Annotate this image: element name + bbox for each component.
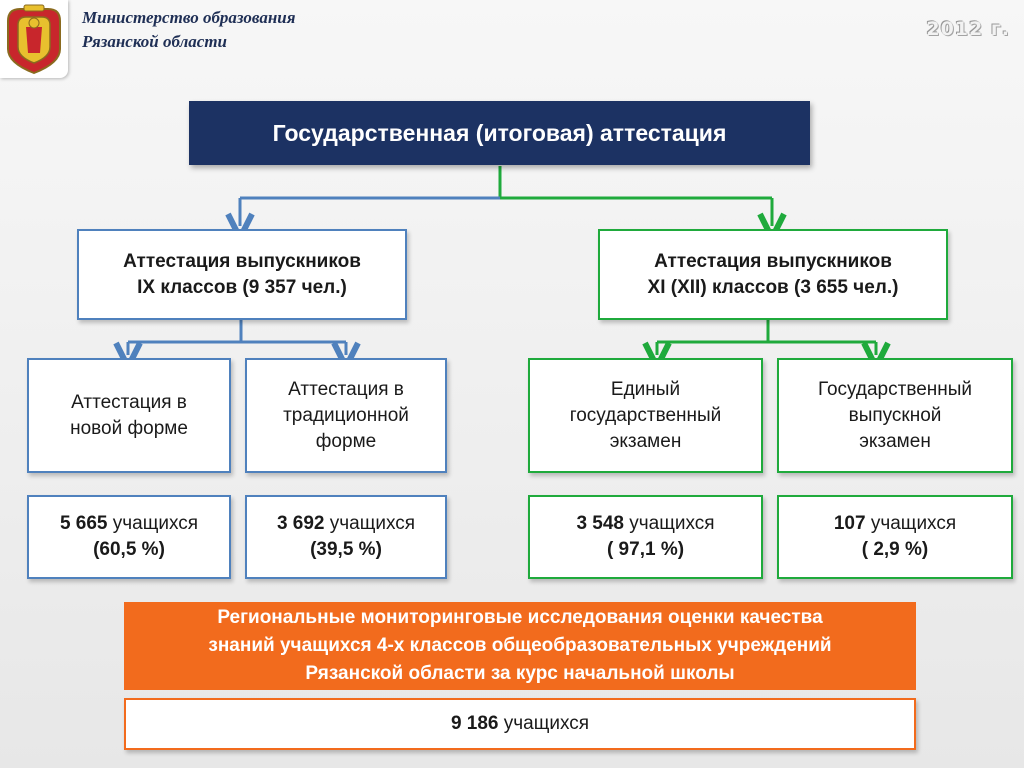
branch-ix-connector xyxy=(128,320,346,355)
branch-xi-title-line-1: Аттестация выпускников xyxy=(654,250,892,272)
form-new-node xyxy=(27,358,231,473)
count-new-unit: учащихся xyxy=(112,513,199,534)
count-gve-value-line xyxy=(834,511,956,537)
root-connector xyxy=(240,166,772,226)
count-new-percent: (60,5 %) xyxy=(93,539,165,560)
branch-xi-title-line-2: XI (XII) классов (3 655 чел.) xyxy=(647,276,899,298)
form-gve-line-2: выпускной xyxy=(848,404,942,426)
count-ege-node xyxy=(528,495,763,579)
form-ege-line-1: Единый xyxy=(610,378,681,400)
count-traditional-number: 3 692 xyxy=(276,513,325,534)
form-ege-node xyxy=(528,358,763,473)
count-traditional-value-line xyxy=(277,511,415,537)
count-ege-percent: ( 97,1 %) xyxy=(606,539,685,560)
form-traditional-line-3: форме xyxy=(315,430,377,452)
branch-ix-node xyxy=(77,229,407,320)
form-gve-line-3: экзамен xyxy=(859,430,931,452)
form-gve-node xyxy=(777,358,1013,473)
form-ege-line-3: экзамен xyxy=(609,430,682,452)
branch-xi-connector xyxy=(657,320,876,355)
form-new-line-1: Аттестация в xyxy=(71,391,187,413)
form-ege-line-2: государственный xyxy=(569,404,722,426)
count-new-number: 5 665 xyxy=(59,513,108,534)
count-new-node xyxy=(27,495,231,579)
count-traditional-node xyxy=(245,495,447,579)
regional-count-unit: учащихся xyxy=(503,713,590,734)
form-traditional-line-1: Аттестация в xyxy=(288,378,404,400)
branch-ix-title-line-1: Аттестация выпускников xyxy=(123,250,361,272)
form-traditional-node xyxy=(245,358,447,473)
branch-ix-title-line-2: IX классов (9 357 чел.) xyxy=(137,276,347,298)
regional-line-1: Региональные мониторинговые исследования оценки качества xyxy=(217,607,823,628)
count-gve-percent: ( 2,9 %) xyxy=(861,539,929,560)
form-gve-line-1: Государственный xyxy=(817,378,973,400)
count-traditional-percent: (39,5 %) xyxy=(310,539,382,560)
form-new-line-2: новой форме xyxy=(70,417,188,439)
count-gve-node xyxy=(777,495,1013,579)
count-new-value-line xyxy=(60,511,198,537)
regional-count-node xyxy=(124,698,916,750)
count-traditional-unit: учащихся xyxy=(329,513,416,534)
root-node-title: Государственная (итоговая) аттестация xyxy=(189,101,810,165)
regional-line-3: Рязанской области за курс начальной школы xyxy=(305,663,735,684)
branch-xi-node xyxy=(598,229,948,320)
count-gve-number: 107 xyxy=(833,513,866,534)
count-ege-number: 3 548 xyxy=(576,513,624,534)
regional-count-number: 9 186 xyxy=(450,713,499,734)
count-gve-unit: учащихся xyxy=(870,513,957,534)
count-ege-unit: учащихся xyxy=(629,513,715,534)
regional-monitoring-banner xyxy=(124,602,916,690)
regional-line-2: знаний учащихся 4-х классов общеобразовательных учреждений xyxy=(208,635,832,656)
regional-text xyxy=(208,604,831,688)
form-traditional-line-2: традиционной xyxy=(283,404,409,426)
year-label: 2012 г. xyxy=(926,18,1010,40)
count-ege-value-line xyxy=(576,511,714,537)
ministry-line-2: Рязанской области xyxy=(82,32,228,51)
ministry-line-1: Министерство образования xyxy=(82,8,296,27)
